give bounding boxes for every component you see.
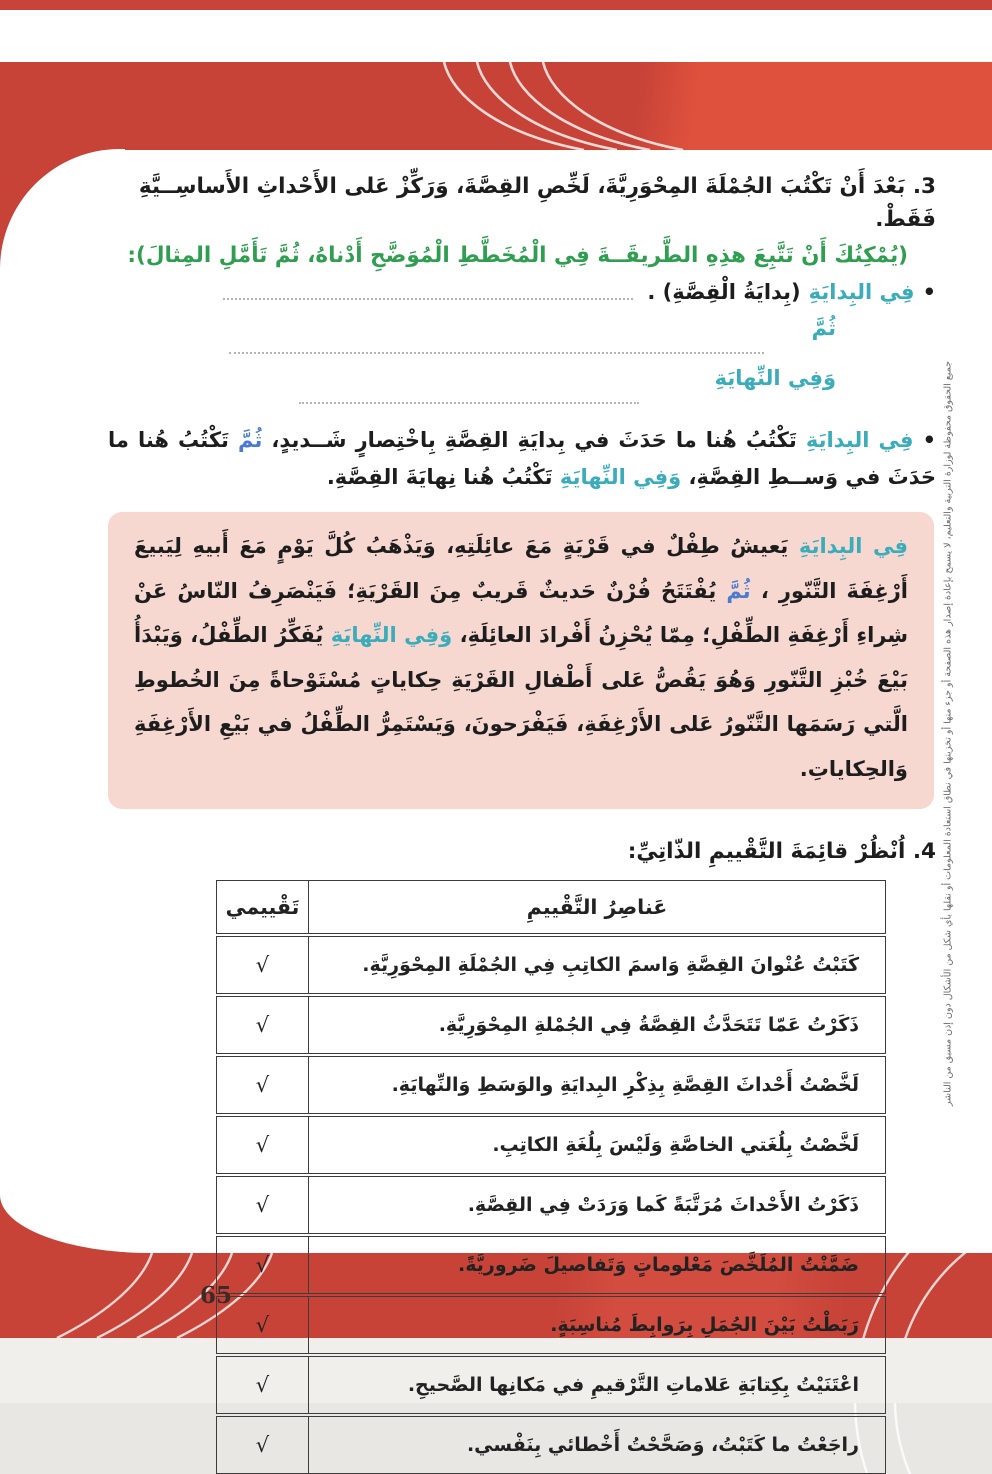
exercise-3-hint: (يُمْكِنُكَ أَنْ تَتَّبِعَ هذِهِ الطَّريقَــةَ فِي الْمُخَطَّطِ الْمُوَضَّحِ أَدْناهُ، ثُمَّ تَأَمَّلِ المِثالَ): [127, 242, 908, 268]
criterion-text: راجَعْتُ ما كَتَبْتُ، وَصَحَّحْتُ أَخْطائي بِنَفْسي. [308, 1415, 885, 1474]
diagram-row-ending [108, 366, 936, 390]
diagram-explanation-paragraph: • فِي البِدايَةِ تَكْتُبُ هُنا ما حَدَثَ في بِدايَةِ القِصَّةِ بِاخْتِصارٍ شَــديدٍ، ثُمَّ تَكْتُبُ هُنا ما حَدَثَ في وَســطِ القِصَّةِ، وَفِي النِّهايَةِ تَكْتُبُ هُنا نِهايَةَ القِصَّةِ. [108, 427, 936, 489]
header-curved-lines-decoration [0, 62, 992, 150]
checkmark-icon: √ [217, 1235, 309, 1295]
criterion-text: كَتَبْتُ عُنْوانَ القِصَّةِ وَاسمَ الكاتِبِ فِي الجُمْلَةِ المِحْوَرِيَّةِ. [308, 935, 885, 995]
criteria-column-header: عَناصِرُ التَّقْييمِ [308, 881, 885, 936]
diagram-row-then [108, 316, 936, 340]
checkmark-icon: √ [217, 1355, 309, 1415]
then-write-line [229, 344, 764, 354]
bullet-icon: • [922, 279, 936, 304]
top-red-band [0, 62, 992, 150]
self-assessment-table [216, 880, 886, 1474]
beginning-note: (بِدايَةُ الْقِصَّةِ) . [647, 279, 801, 304]
exercise-4-instruction: 4. اُنْظُرْ قائِمَةَ التَّقْييمِ الذّاتِيِّ: [627, 839, 936, 865]
beginning-write-line [223, 282, 633, 300]
table-row [217, 995, 886, 1055]
checkmark-icon: √ [217, 1175, 309, 1235]
checkmark-icon: √ [217, 935, 309, 995]
my-eval-column-header: تَقْييمي [217, 881, 309, 936]
table-row [217, 1415, 886, 1474]
criterion-text: لَخَّصْتُ بِلُغَتي الخاصَّةِ وَلَيْسَ بِلُغَةِ الكاتِبِ. [308, 1115, 885, 1175]
ending-label: وَفِي النِّهايَةِ [714, 365, 836, 390]
criterion-text: رَبَطْتُ بَيْنَ الجُمَلِ بِرَوابِطَ مُناسِبَةٍ. [308, 1295, 885, 1355]
diagram-row-beginning [108, 280, 936, 304]
criterion-text: لَخَّصْتُ أَحْداثَ القِصَّةِ بِذِكْرِ البِدايَةِ والوَسَطِ وَالنِّهايَةِ. [308, 1055, 885, 1115]
page-number: 65 [200, 1282, 233, 1309]
top-left-corner-curve [0, 149, 125, 287]
top-red-strip [0, 0, 992, 10]
table-row [217, 1235, 886, 1295]
checkmark-icon: √ [217, 1295, 309, 1355]
table-row [217, 935, 886, 995]
table-row [217, 1355, 886, 1415]
then-label: ثُمَّ [811, 315, 836, 340]
checkmark-icon: √ [217, 995, 309, 1055]
exercise-3-instruction: 3. بَعْدَ أَنْ تَكْتُبَ الجُمْلَةَ المِحْوَرِيَّةَ، لَخِّصِ القِصَّةَ، وَرَكِّزْ عَلى الأَحْداثِ الأَساسِــيَّةِ فَقَطْ. [138, 174, 936, 233]
checkmark-icon: √ [217, 1415, 309, 1474]
criterion-text: اعْتَنَيْتُ بِكِتابَةِ عَلاماتِ التَّرْقيمِ في مَكانِها الصَّحيحِ. [308, 1355, 885, 1415]
page-content [108, 170, 936, 1474]
checkmark-icon: √ [217, 1115, 309, 1175]
table-header-row [217, 881, 886, 936]
table-row [217, 1115, 886, 1175]
criterion-text: ذَكَرْتُ الأَحْداثَ مُرَتَّبَةً كَما وَرَدَتْ فِي القِصَّةِ. [308, 1175, 885, 1235]
copyright-vertical-text: جميع الحقوق محفوظة لوزارة التربية والتعليم، لا يسمح بإعادة إصدار هذه الصفحة أو جزء منها أو تخزينها في نطاق استعادة المعلومات أو نقلها بأي شكل من الأشكال دون إذن مسبق من الناشر [942, 360, 954, 1107]
table-row [217, 1175, 886, 1235]
table-row [217, 1295, 886, 1355]
example-summary-box: فِي البِدايَةِ يَعيشُ طِفْلٌ في قَرْيَةٍ مَعَ عائِلَتِهِ، وَيَذْهَبُ كُلَّ يَوْمٍ مَعَ أَبيهِ لِيَبيعَ أَرْغِفَةَ التَّنّورِ ، ثُمَّ يُفْتَتَحُ فُرْنٌ حَديثٌ قَريبٌ مِنَ القَرْيَةِ؛ فَيَنْصَرِفُ النّاسُ عَنْ شِراءِ أَرْغِفَةِ الطِّفْلِ؛ مِمّا يُحْزِنُ أَفْرادَ العائِلَةِ، وَفِي النِّهايَةِ يُفَكِّرُ الطِّفْلُ، وَيَبْدَأُ بَيْعَ خُبْزِ التَّنّورِ وَهُوَ يَقُصُّ عَلى أَطْفالِ القَرْيَةِ حِكاياتٍ مُسْتَوْحاةً مِنَ الخُطوطِ الَّتي رَسَمَها التَّنّورُ عَلى الأَرْغِفَةِ، فَيَفْرَحونَ، وَيَسْتَمِرُّ الطِّفْلُ في بَيْعِ الأَرْغِفَةِ وَالحِكاياتِ. [108, 512, 934, 809]
criterion-text: ذَكَرْتُ عَمّا تَتَحَدَّثُ القِصَّةُ فِي الجُمْلةِ المِحْوَرِيَّةِ. [308, 995, 885, 1055]
checkmark-icon: √ [217, 1055, 309, 1115]
criterion-text: ضَمَّنْتُ المُلَخَّصَ مَعْلوماتٍ وَتَفاصيلَ ضَروريَّةً. [308, 1235, 885, 1295]
table-row [217, 1055, 886, 1115]
beginning-label: فِي البِدايَةِ [808, 279, 915, 304]
ending-write-line [299, 394, 639, 404]
summary-diagram [108, 280, 936, 404]
